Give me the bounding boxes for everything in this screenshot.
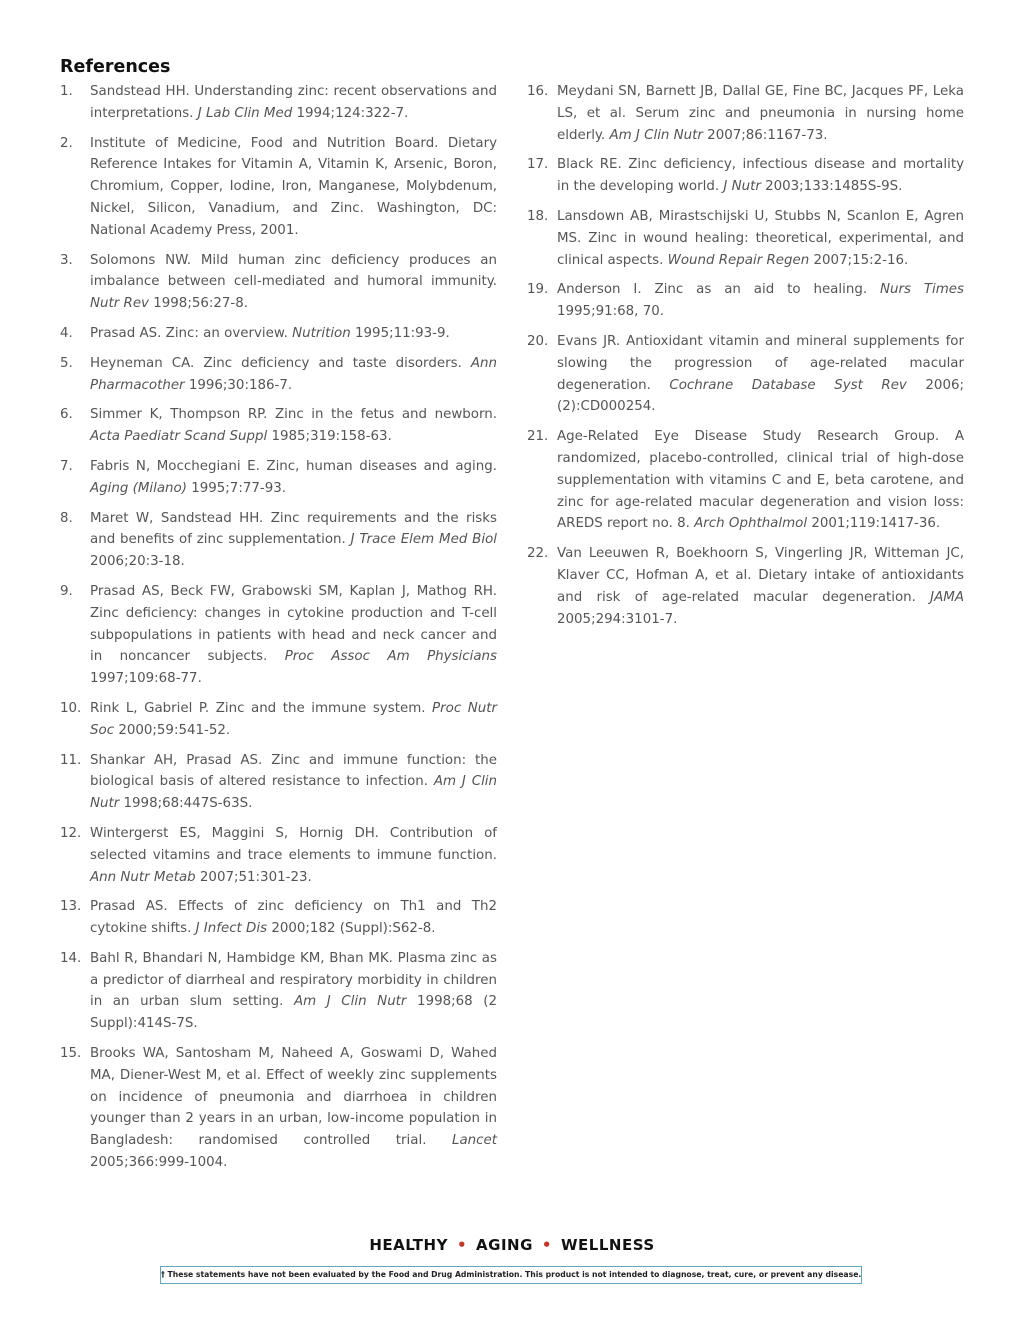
reference-text: Bahl R, Bhandari N, Hambidge KM, Bhan MK. Plasma zinc as a predictor of diarrheal and respiratory morbidity in children in an urban slum setting. — [90, 950, 497, 1010]
reference-number: 14. — [60, 950, 82, 966]
reference-journal: Proc Nutr Soc — [90, 700, 497, 738]
tagline-word-wellness: WELLNESS — [561, 1236, 655, 1254]
reference-text: Wintergerst ES, Maggini S, Hornig DH. Contribution of selected vitamins and trace elements to immune function. — [90, 825, 497, 863]
reference-item — [60, 823, 497, 888]
reference-number: 17. — [527, 157, 549, 173]
reference-item — [60, 1043, 497, 1174]
reference-number: 22. — [527, 546, 549, 562]
reference-number: 7. — [60, 458, 73, 474]
reference-item — [527, 81, 964, 146]
reference-number: 6. — [60, 407, 73, 423]
reference-text: Lansdown AB, Mirastschijski U, Stubbs N, Scanlon E, Agren MS. Zinc in wound healing: theoretical, experimental, and clinical aspects. — [557, 208, 964, 268]
reference-citation: 2006;20:3-18. — [90, 554, 185, 570]
reference-journal: Nutr Rev — [90, 296, 149, 312]
reference-item — [60, 250, 497, 315]
references-list-right — [527, 81, 964, 630]
reference-text: Fabris N, Mocchegiani E. Zinc, human diseases and aging. — [90, 458, 497, 474]
reference-number: 8. — [60, 510, 73, 526]
page-title: References — [60, 57, 171, 77]
tagline-word-aging: AGING — [476, 1236, 533, 1254]
reference-citation: 1998;68:447S-63S. — [119, 796, 253, 812]
reference-journal: J Nutr — [723, 179, 761, 195]
reference-number: 1. — [60, 84, 73, 99]
reference-journal: J Infect Dis — [195, 921, 268, 937]
reference-citation: 2006;(2):CD000254. — [557, 377, 964, 415]
reference-number: 16. — [527, 84, 549, 99]
reference-journal: Ann Nutr Metab — [90, 869, 196, 885]
reference-item — [527, 154, 964, 198]
reference-journal: Nutrition — [292, 325, 351, 341]
reference-citation: 2000;182 (Suppl):S62-8. — [267, 921, 436, 937]
reference-text: Prasad AS. Effects of zinc deficiency on Th1 and Th2 cytokine shifts. — [90, 899, 497, 937]
reference-number: 2. — [60, 135, 73, 151]
reference-journal: Wound Repair Regen — [667, 252, 810, 268]
reference-item — [527, 206, 964, 271]
tagline-word-healthy: HEALTHY — [369, 1236, 448, 1254]
reference-citation: 2001;119:1417-36. — [807, 516, 941, 532]
reference-text: Heyneman CA. Zinc deficiency and taste disorders. — [90, 355, 471, 371]
reference-citation: 1998;68 (2 Suppl):414S-7S. — [90, 994, 497, 1032]
reference-item — [60, 353, 497, 397]
reference-text: Prasad AS. Zinc: an overview. — [90, 325, 293, 341]
reference-item — [527, 279, 964, 323]
reference-journal: Aging (Milano) — [90, 480, 187, 496]
reference-citation: 2003;133:1485S-9S. — [760, 179, 903, 195]
reference-item — [527, 331, 964, 418]
reference-item — [60, 404, 497, 448]
references-list-left — [60, 81, 497, 1174]
reference-journal: Lancet — [451, 1133, 497, 1149]
reference-item — [60, 323, 497, 345]
reference-journal: J Lab Clin Med — [197, 105, 293, 121]
reference-number: 13. — [60, 899, 82, 915]
reference-number: 18. — [527, 208, 549, 224]
reference-text: Van Leeuwen R, Boekhoorn S, Vingerling JR, Witteman JC, Klaver CC, Hofman A, et al. Dietary intake of antioxidants and risk of age-related macular degeneration. — [557, 546, 964, 605]
reference-text: Solomons NW. Mild human zinc deficiency produces an imbalance between cell-mediated and humoral immunity. — [90, 252, 497, 290]
reference-text: Rink L, Gabriel P. Zinc and the immune system. — [90, 700, 433, 716]
reference-citation: 1996;30:186-7. — [184, 377, 293, 393]
reference-number: 19. — [527, 282, 549, 298]
reference-citation: 1994;124:322-7. — [292, 105, 409, 121]
reference-citation: 2000;59:541-52. — [114, 722, 231, 738]
reference-item — [60, 508, 497, 573]
reference-citation: 2005;366:999-1004. — [90, 1155, 228, 1171]
reference-journal: Acta Paediatr Scand Suppl — [90, 429, 268, 445]
reference-journal: Proc Assoc Am Physicians — [284, 649, 498, 665]
reference-journal: Ann Pharmacother — [90, 355, 497, 393]
reference-item — [527, 543, 964, 630]
reference-text: Simmer K, Thompson RP. Zinc in the fetus and newborn. — [90, 407, 497, 423]
reference-text: Institute of Medicine, Food and Nutrition Board. Dietary Reference Intakes for Vitamin A, Vitamin K, Arsenic, Boron, Chromium, Copper, Iodine, Iron, Manganese, Molybdenum, Nickel, Silicon, Vanadium, and Zinc. Washington, DC: National Academy Press, 2001. — [90, 135, 497, 238]
reference-text: Age-Related Eye Disease Study Research Group. A randomized, placebo-controlled, clinical trial of high-dose supplementation with vitamins C and E, beta carotene, and zinc for age-related macular degeneration and vision loss: AREDS report no. 8. — [557, 429, 964, 532]
reference-journal: Am J Clin Nutr — [293, 994, 407, 1010]
reference-journal: Arch Ophthalmol — [694, 516, 808, 532]
reference-text: Anderson I. Zinc as an aid to healing. — [557, 282, 880, 298]
footer-tagline — [0, 1236, 1024, 1254]
reference-text: Maret W, Sandstead HH. Zinc requirements and the risks and benefits of zinc supplementation. — [90, 510, 497, 548]
tagline-separator: • — [456, 1236, 468, 1254]
reference-number: 3. — [60, 252, 73, 268]
reference-citation: 1995;11:93-9. — [350, 325, 450, 341]
reference-journal: Am J Clin Nutr — [609, 127, 703, 143]
reference-citation: 1995;91:68, 70. — [557, 304, 664, 320]
reference-citation: 1997;109:68-77. — [90, 671, 202, 687]
reference-item — [60, 948, 497, 1035]
reference-text: Evans JR. Antioxidant vitamin and mineral supplements for slowing the progression of age-related macular degeneration. — [557, 333, 964, 393]
reference-citation: 1998;56:27-8. — [148, 296, 249, 312]
reference-citation: 2007;86:1167-73. — [702, 127, 828, 143]
reference-number: 21. — [527, 429, 549, 445]
reference-text: Sandstead HH. Understanding zinc: recent observations and interpretations. — [90, 84, 497, 121]
fda-disclaimer: † These statements have not been evaluated by the Food and Drug Administration. This product is not intended to diagnose, treat, cure, or prevent any disease. — [160, 1266, 862, 1284]
reference-item — [60, 456, 497, 500]
reference-number: 10. — [60, 700, 82, 716]
tagline-separator: • — [541, 1236, 553, 1254]
reference-item — [60, 896, 497, 940]
reference-item — [527, 426, 964, 535]
references-column-right — [527, 81, 964, 638]
reference-citation: 2007;51:301-23. — [195, 869, 312, 885]
reference-text: Brooks WA, Santosham M, Naheed A, Goswami D, Wahed MA, Diener-West M, et al. Effect of weekly zinc supplements on incidence of pneumonia and diarrhoea in children younger than 2 years in an urban, low-income population in Bangladesh: randomised controlled trial. — [90, 1046, 497, 1149]
reference-number: 20. — [527, 333, 549, 349]
reference-number: 4. — [60, 325, 73, 341]
reference-number: 9. — [60, 583, 73, 599]
reference-number: 12. — [60, 825, 82, 841]
reference-journal: JAMA — [930, 589, 964, 605]
reference-journal: Cochrane Database Syst Rev — [669, 377, 907, 393]
reference-text: Prasad AS, Beck FW, Grabowski SM, Kaplan J, Mathog RH. Zinc deficiency: changes in cytokine production and T-cell subpopulations in patients with head and neck cancer and in noncancer subjects. — [90, 583, 497, 665]
reference-citation: 2007;15:2-16. — [809, 252, 909, 268]
reference-citation: 2005;294:3101-7. — [557, 611, 678, 627]
reference-item — [60, 698, 497, 742]
reference-number: 11. — [60, 752, 82, 768]
references-column-left — [60, 81, 497, 1182]
reference-number: 5. — [60, 355, 73, 371]
reference-number: 15. — [60, 1046, 82, 1062]
reference-citation: 1995;7:77-93. — [186, 480, 286, 496]
reference-journal: J Trace Elem Med Biol — [350, 532, 497, 548]
reference-item — [60, 133, 497, 242]
reference-item — [60, 581, 497, 690]
reference-item — [60, 81, 497, 125]
reference-citation: 1985;319:158-63. — [267, 429, 392, 445]
reference-item — [60, 750, 497, 815]
reference-journal: Am J Clin Nutr — [90, 774, 497, 812]
reference-text: Meydani SN, Barnett JB, Dallal GE, Fine BC, Jacques PF, Leka LS, et al. Serum zinc and pneumonia in nursing home elderly. — [557, 84, 964, 143]
reference-text: Shankar AH, Prasad AS. Zinc and immune function: the biological basis of altered resistance to infection. — [90, 752, 497, 790]
reference-journal: Nurs Times — [879, 282, 965, 298]
reference-text: Black RE. Zinc deficiency, infectious disease and mortality in the developing world. — [557, 157, 964, 195]
